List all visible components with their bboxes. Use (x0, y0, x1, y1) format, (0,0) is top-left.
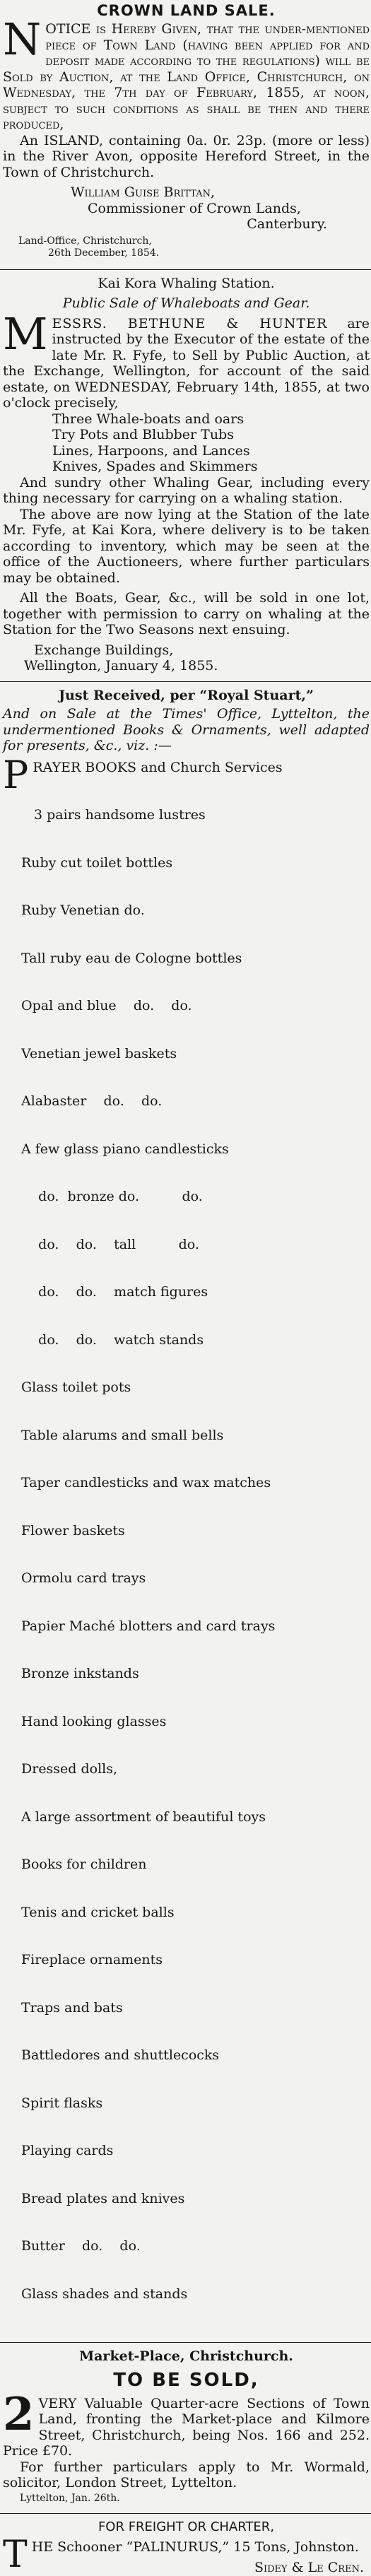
list-item: Hand looking glasses (21, 1713, 167, 1729)
divider (0, 269, 371, 270)
signature-block (3, 184, 370, 233)
signer-name: Sidey & Le Cren. (254, 2559, 364, 2575)
lead-text: ESSRS. BETHUNE & HUNTER (52, 315, 328, 331)
island-description: An ISLAND, containing 0a. 0r. 23p. (more or less) in the River Avon, opposite Hereford Street, in the Town of Christchurch. (3, 132, 370, 180)
list-item: Ruby cut toilet bottles (21, 854, 173, 871)
body-text: are instructed by the Executor of the estate of the late Mr. R. Fyfe, to Sell by Public Auction, at the Exchange, Wellington, for account of the said estate, on WEDNESDAY, February 14th, 1855, at two o'clock precisely, (3, 315, 370, 411)
list-item: Bronze inkstands (21, 1666, 139, 1681)
list-item: Ormolu card trays (21, 1570, 146, 1586)
list-item: Playing cards (21, 2143, 114, 2158)
notice-body (3, 2387, 370, 2459)
paragraph: For further particulars apply to Mr. Wormald, solicitor, London Street, Lyttelton. (3, 2459, 370, 2490)
list-item: Three Whale-boats and oars (52, 411, 245, 427)
notice-subheading: TO BE SOLD, (113, 2369, 259, 2391)
notice-body (3, 307, 370, 411)
list-item: Opal and blue do. do. (21, 998, 192, 1013)
drop-cap: T (3, 2534, 28, 2576)
signer-title: Commissioner of Crown Lands, (88, 200, 301, 216)
list-item: do. do. match figures (21, 1284, 208, 1300)
list-item: Traps and bats (21, 1999, 123, 2016)
address-line: Exchange Buildings, (34, 642, 174, 658)
list-item: Ruby Venetian do. (21, 902, 145, 918)
list-item: Glass shades and stands (21, 2286, 188, 2302)
paragraph: All the Boats, Gear, &c., will be sold in one lot, together with permission to carry on whaling at the Station for the Two Seasons next ensuing. (3, 590, 370, 637)
list-item: Flower baskets (21, 1522, 125, 1539)
body-text: HE Schooner “PALINURUS,” 15 Tons, Johnston. (31, 2539, 359, 2555)
list-item: do. bronze do. do. (21, 1189, 203, 1204)
signer-name: William Guise Brittan, (71, 184, 216, 200)
list-item: Battledores and shuttlecocks (21, 2047, 220, 2063)
paragraph: The above are now lying at the Station of the late Mr. Fyfe, at Kai Kora, where delivery is to be taken according to inventory, which may be seen at the office of the Auctioneers, where further particulars may be obtained. (3, 506, 370, 586)
drop-cap: N (3, 13, 42, 65)
notice-heading: CROWN LAND SALE. (97, 2, 276, 19)
list-item: Knives, Spades and Skimmers (52, 459, 258, 474)
freight-charter-notice (0, 2519, 371, 2576)
divider (0, 2513, 371, 2514)
list-item: Butter do. do. (21, 2238, 141, 2254)
notice-body (3, 752, 370, 797)
crown-land-sale-notice (0, 0, 371, 259)
list-item: Spirit flasks (21, 2095, 103, 2111)
list-item: Tall ruby eau de Cologne bottles (21, 950, 242, 966)
notice-body (3, 13, 370, 133)
list-item: Venetian jewel baskets (21, 1045, 177, 1061)
notice-subheading: And on Sale at the Times' Office, Lyttelton, the undermentioned Books & Ornaments, well adapted for presents, &c., viz. :— (3, 706, 370, 753)
list-item: Try Pots and Blubber Tubs (52, 427, 234, 442)
list-item: A few glass piano candlesticks (21, 1141, 229, 1157)
item-list (3, 411, 370, 475)
notice-date: Lyttelton, Jan. 26th. (20, 2492, 120, 2504)
item-list (3, 775, 370, 2334)
list-item: Tenis and cricket balls (21, 1904, 175, 1920)
list-item: Dressed dolls, (21, 1761, 118, 1777)
notice-date: 26th December, 1854. (48, 247, 160, 259)
office-line: Land-Office, Christchurch, (18, 235, 152, 247)
list-item: Taper candlesticks and wax matches (21, 1475, 271, 1490)
body-text: is Hereby Given, that the under-mentioned piece of Town Land (having been applied for and deposit made according to the regulations) will be Sold by Auction, at the Land Office, Christchurch, on Wednesday, the 7th day of February, 1855, at noon, subject to such conditions as shall be then and there produced, (3, 21, 370, 132)
lead-text: OTICE (45, 21, 91, 37)
drop-cap: P (3, 752, 29, 797)
signer-place: Canterbury. (247, 216, 327, 232)
market-place-notice (0, 2348, 371, 2505)
list-item: do. do. tall do. (21, 1236, 199, 1252)
divider (0, 681, 371, 682)
notice-subheading: Public Sale of Whaleboats and Gear. (62, 295, 310, 311)
list-item: do. do. watch stands (21, 1331, 204, 1348)
paragraph: And sundry other Whaling Gear, including every thing necessary for carrying on a whaling station. (3, 474, 370, 506)
list-item: Fireplace ornaments (21, 1952, 163, 1968)
divider (0, 2342, 371, 2343)
notice-heading: FOR FREIGHT OR CHARTER, (98, 2519, 275, 2534)
list-item: Lines, Harpoons, and Lances (52, 442, 250, 459)
notice-heading: Market-Place, Christchurch. (79, 2348, 293, 2364)
address-date: Wellington, January 4, 1855. (24, 658, 218, 674)
drop-cap: 2 (3, 2387, 35, 2441)
body-text: VERY Valuable Quarter-acre Sections of Town Land, fronting the Market-place and Kilmore Street, Christchurch, being Nos. 166 and 252. Price £70. (3, 2395, 370, 2459)
list-item: A large assortment of beautiful toys (21, 1809, 266, 1825)
first-line: RAYER BOOKS and Church Services (33, 759, 283, 775)
list-item: Bread plates and knives (21, 2190, 185, 2206)
list-item: Papier Maché blotters and card trays (21, 1618, 276, 1634)
books-ornaments-notice (0, 688, 371, 2334)
list-item: Alabaster do. do. (21, 1093, 163, 1109)
drop-cap: M (3, 307, 48, 360)
notice-heading: Just Received, per “Royal Stuart,” (59, 687, 314, 703)
list-item: Glass toilet pots (21, 1380, 131, 1395)
whaling-station-notice (0, 276, 371, 674)
notice-heading: Kai Kora Whaling Station. (98, 275, 275, 291)
list-item: Books for children (21, 1857, 147, 1872)
list-item: 3 pairs handsome lustres (34, 807, 206, 823)
list-item: Table alarums and small bells (21, 1427, 224, 1443)
